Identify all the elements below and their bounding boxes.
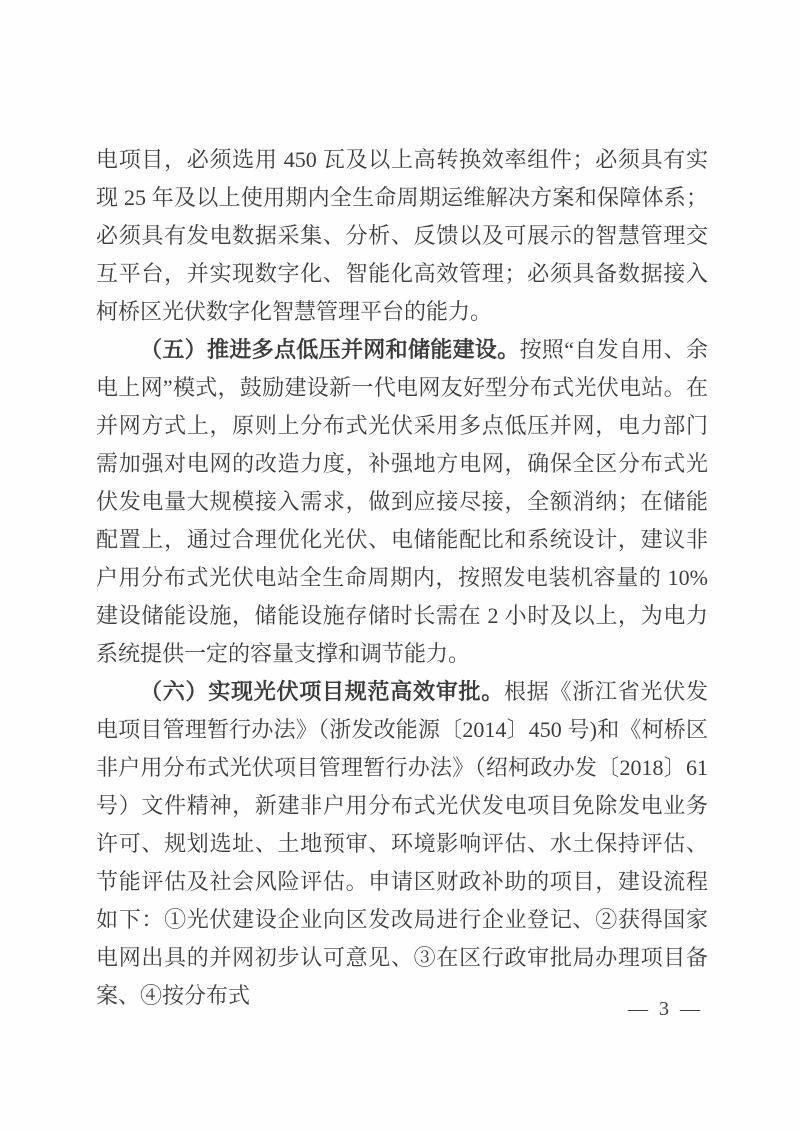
document-body-text	[96, 141, 708, 1015]
section-heading-5: （五）推进多点低压并网和储能建设。	[140, 337, 520, 362]
paragraph-text: 按照“自发自用、余电上网”模式，鼓励建设新一代电网友好型分布式光伏电站。在并网方式上，原则上分布式光伏采用多点低压并网，电力部门需加强对电网的改造力度，补强地方电网，确保全区分布式光伏发电量大规模接入需求，做到应接尽接，全额消纳；在储能配置上，通过合理优化光伏、电储能配比和系统设计，建议非户用分布式光伏电站全生命周期内，按照发电装机容量的 10%建设储能设施，储能设施存储时长需在 2 小时及以上，为电力系统提供一定的容量支撑和调节能力。	[96, 337, 708, 666]
paragraph	[96, 141, 708, 331]
paragraph-text: 电项目，必须选用 450 瓦及以上高转换效率组件；必须具有实现 25 年及以上使用期内全生命周期运维解决方案和保障体系；必须具有发电数据采集、分析、反馈以及可展示的智慧管理交互平台，并实现数字化、智能化高效管理；必须具备数据接入柯桥区光伏数字化智慧管理平台的能力。	[96, 147, 708, 324]
page-number: — 3 —	[628, 998, 700, 1020]
paragraph	[96, 331, 708, 673]
paragraph-text: 根据《浙江省光伏发电项目管理暂行办法》（浙发改能源〔2014〕450 号)和《柯桥区非户用分布式光伏项目管理暂行办法》（绍柯政办发〔2018〕61 号）文件精神，新建非户用分布式光伏发电项目免除发电业务许可、规划选址、土地预审、环境影响评估、水土保持评估、节能评估及社会风险评估。申请区财政补助的项目，建设流程如下：①光伏建设企业向区发改局进行企业登记、②获得国家电网出具的并网初步认可意见、③在区行政审批局办理项目备案、④按分布式	[96, 679, 708, 1008]
paragraph	[96, 673, 708, 1015]
section-heading-6: （六）实现光伏项目规范高效审批。	[140, 679, 504, 704]
